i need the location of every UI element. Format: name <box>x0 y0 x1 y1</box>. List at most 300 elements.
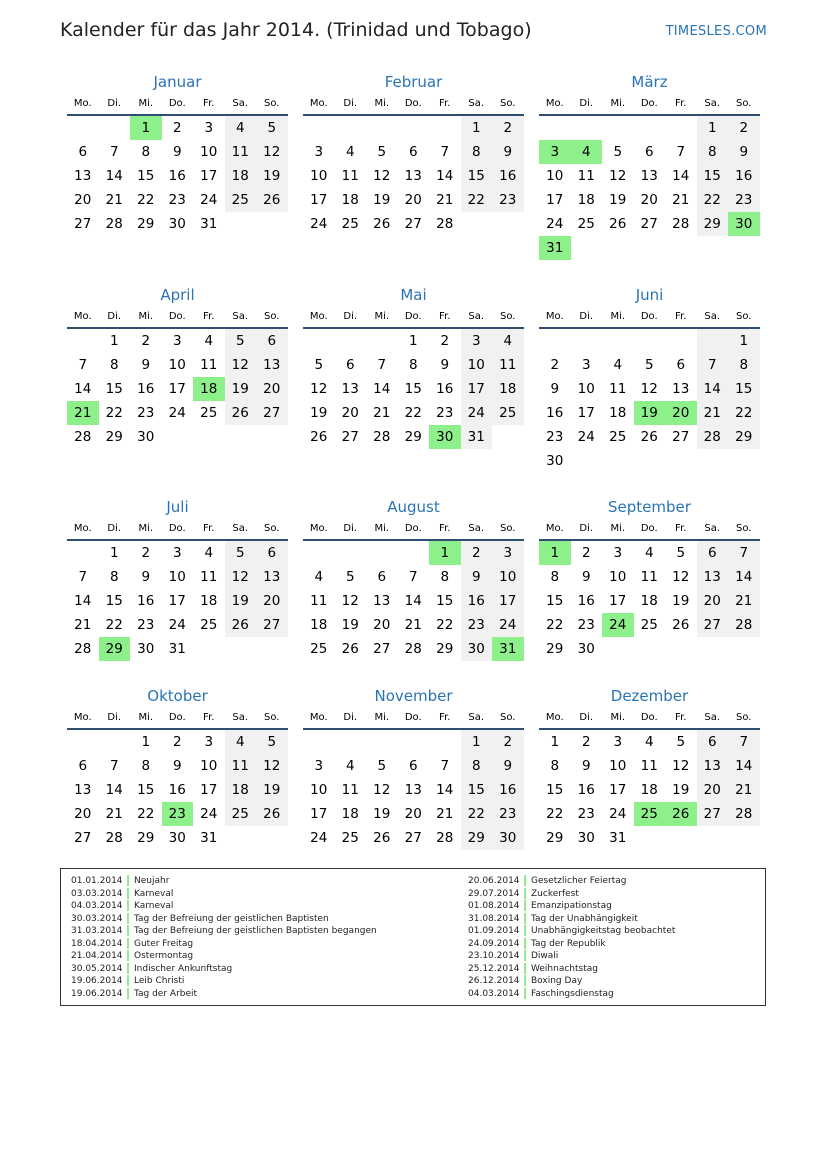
month-name: Februar <box>384 73 443 91</box>
empty-day-cell <box>335 329 367 353</box>
weekday-label: Fr. <box>203 311 215 322</box>
weekday-label: Mi. <box>610 523 626 534</box>
day-cell: 22 <box>105 405 123 421</box>
day-cell: 7 <box>377 357 387 373</box>
day-cell: 3 <box>204 120 214 136</box>
empty-day-cell <box>99 730 131 754</box>
day-cell: 20 <box>74 192 92 208</box>
day-cell: 25 <box>310 641 328 657</box>
day-cell: 12 <box>256 754 288 778</box>
day-cell: 13 <box>640 168 658 184</box>
legend-row <box>71 963 377 976</box>
day-grid <box>303 541 524 661</box>
day-cell: 31 <box>461 425 493 449</box>
weekday-label: Do. <box>168 311 186 322</box>
day-cell: 7 <box>728 541 760 565</box>
day-cell: 5 <box>613 144 623 160</box>
weekday-label: Mo. <box>73 712 92 723</box>
day-cell: 22 <box>697 188 729 212</box>
weekday-label: Fr. <box>675 98 687 109</box>
day-cell: 16 <box>728 164 760 188</box>
day-cell: 22 <box>461 802 493 826</box>
day-cell: 20 <box>404 806 422 822</box>
legend-marker <box>127 963 129 974</box>
day-cell: 24 <box>609 806 627 822</box>
day-cell: 3 <box>172 545 182 561</box>
day-cell: 3 <box>172 333 182 349</box>
empty-day-cell <box>602 449 634 473</box>
day-cell: 30 <box>137 429 155 445</box>
day-cell: 17 <box>200 168 218 184</box>
day-cell: 29 <box>436 641 454 657</box>
day-cell: 16 <box>461 589 493 613</box>
weekday-label: Mo. <box>73 311 92 322</box>
day-cell: 26 <box>609 216 627 232</box>
day-cell: 9 <box>492 754 524 778</box>
day-cell: 30 <box>137 641 155 657</box>
legend-date: 25.12.2014 <box>468 963 520 974</box>
weekday-label: Sa. <box>232 712 249 723</box>
weekday-label: Do. <box>168 712 186 723</box>
weekday-label: Mi. <box>610 98 626 109</box>
day-cell: 19 <box>672 593 690 609</box>
day-cell: 15 <box>137 782 155 798</box>
day-cell: 21 <box>373 405 391 421</box>
day-cell: 29 <box>105 429 123 445</box>
day-cell: 22 <box>546 806 564 822</box>
day-cell: 12 <box>373 782 391 798</box>
weekday-label: So. <box>264 712 280 723</box>
empty-day-cell <box>492 425 524 449</box>
holiday-day-cell: 18 <box>193 377 225 401</box>
empty-day-cell <box>539 116 571 140</box>
day-cell: 11 <box>609 381 627 397</box>
day-cell: 15 <box>546 593 564 609</box>
empty-day-cell <box>225 826 257 850</box>
day-cell: 7 <box>408 569 418 585</box>
day-cell: 8 <box>408 357 418 373</box>
legend-date: 01.08.2014 <box>468 901 520 911</box>
day-cell: 17 <box>310 192 328 208</box>
day-cell: 26 <box>256 802 288 826</box>
legend-row <box>71 925 377 938</box>
day-cell: 14 <box>728 565 760 589</box>
day-cell: 20 <box>256 377 288 401</box>
day-cell: 9 <box>461 565 493 589</box>
day-cell: 13 <box>256 565 288 589</box>
day-cell: 27 <box>672 429 690 445</box>
day-cell: 21 <box>74 617 92 633</box>
weekday-label: Do. <box>404 98 422 109</box>
day-cell: 5 <box>345 569 355 585</box>
month-name: Dezember <box>610 687 689 705</box>
empty-day-cell <box>366 116 398 140</box>
month-6 <box>539 283 760 473</box>
day-cell: 28 <box>373 429 391 445</box>
weekday-label: Do. <box>640 311 658 322</box>
day-cell: 8 <box>141 758 151 774</box>
day-cell: 8 <box>550 758 560 774</box>
day-cell: 10 <box>168 357 186 373</box>
weekday-label: Do. <box>640 712 658 723</box>
legend-date: 30.05.2014 <box>71 963 123 974</box>
empty-day-cell <box>256 826 288 850</box>
day-cell: 18 <box>492 377 524 401</box>
day-cell: 1 <box>408 333 418 349</box>
day-cell: 5 <box>225 329 257 353</box>
day-cell: 2 <box>461 541 493 565</box>
day-cell: 22 <box>728 401 760 425</box>
day-cell: 31 <box>168 641 186 657</box>
empty-day-cell <box>665 329 697 353</box>
day-cell: 14 <box>74 593 92 609</box>
day-cell: 6 <box>697 541 729 565</box>
legend-marker <box>524 913 526 924</box>
weekday-label: So. <box>264 98 280 109</box>
weekday-label: Di. <box>579 523 594 534</box>
legend-marker <box>127 950 129 961</box>
day-cell: 21 <box>672 192 690 208</box>
day-cell: 8 <box>109 357 119 373</box>
day-cell: 30 <box>577 830 595 846</box>
weekday-label: Mo. <box>545 98 564 109</box>
legend-row <box>468 888 675 901</box>
day-cell: 25 <box>609 429 627 445</box>
day-grid <box>67 541 288 661</box>
day-cell: 21 <box>697 401 729 425</box>
day-cell: 24 <box>310 830 328 846</box>
empty-day-cell <box>571 329 603 353</box>
day-cell: 2 <box>581 734 591 750</box>
month-12 <box>539 684 760 850</box>
day-cell: 8 <box>461 754 493 778</box>
day-cell: 22 <box>137 806 155 822</box>
day-cell: 31 <box>200 830 218 846</box>
day-cell: 19 <box>672 782 690 798</box>
weekday-label: So. <box>736 712 752 723</box>
weekday-label: Mi. <box>138 98 154 109</box>
brand-link[interactable]: TIMESLES.COM <box>665 24 767 39</box>
day-cell: 18 <box>341 806 359 822</box>
day-cell: 15 <box>137 168 155 184</box>
day-cell: 16 <box>436 381 454 397</box>
day-cell: 9 <box>728 140 760 164</box>
day-cell: 2 <box>440 333 450 349</box>
weekday-label: So. <box>500 712 516 723</box>
day-cell: 13 <box>256 353 288 377</box>
day-cell: 12 <box>341 593 359 609</box>
empty-day-cell <box>398 730 430 754</box>
day-cell: 10 <box>461 353 493 377</box>
holiday-day-cell: 4 <box>571 140 603 164</box>
weekday-label: Do. <box>640 98 658 109</box>
legend-date: 20.06.2014 <box>468 876 520 886</box>
day-cell: 12 <box>256 140 288 164</box>
weekday-header <box>67 307 288 329</box>
empty-day-cell <box>571 116 603 140</box>
weekday-label: Mo. <box>545 523 564 534</box>
holiday-day-cell: 25 <box>634 802 666 826</box>
day-cell: 12 <box>640 381 658 397</box>
day-cell: 7 <box>440 144 450 160</box>
day-cell: 8 <box>440 569 450 585</box>
empty-day-cell <box>728 449 760 473</box>
empty-day-cell <box>429 116 461 140</box>
day-cell: 1 <box>550 734 560 750</box>
day-cell: 6 <box>676 357 686 373</box>
day-cell: 28 <box>436 216 454 232</box>
weekday-label: Di. <box>343 98 358 109</box>
day-cell: 24 <box>461 401 493 425</box>
empty-day-cell <box>634 826 666 850</box>
legend-date: 01.09.2014 <box>468 926 520 936</box>
day-cell: 20 <box>404 192 422 208</box>
weekday-label: Mi. <box>374 98 390 109</box>
legend-row <box>468 975 675 988</box>
day-cell: 8 <box>697 140 729 164</box>
empty-day-cell <box>335 730 367 754</box>
legend-holiday-name: Ostermontag <box>134 951 194 961</box>
month-11 <box>303 684 524 850</box>
day-cell: 12 <box>672 758 690 774</box>
day-cell: 14 <box>672 168 690 184</box>
day-cell: 15 <box>728 377 760 401</box>
day-cell: 5 <box>644 357 654 373</box>
day-cell: 29 <box>404 429 422 445</box>
day-cell: 23 <box>436 405 454 421</box>
day-cell: 10 <box>310 168 328 184</box>
day-cell: 27 <box>404 216 422 232</box>
day-cell: 19 <box>225 377 257 401</box>
day-cell: 22 <box>461 188 493 212</box>
holiday-day-cell: 1 <box>130 116 162 140</box>
empty-day-cell <box>634 637 666 661</box>
empty-day-cell <box>225 425 257 449</box>
day-cell: 21 <box>728 778 760 802</box>
legend-row <box>71 950 377 963</box>
month-name: August <box>387 498 440 516</box>
day-cell: 8 <box>550 569 560 585</box>
legend-holiday-name: Leib Christi <box>134 976 185 986</box>
day-cell: 16 <box>577 593 595 609</box>
day-grid <box>539 329 760 473</box>
legend-row <box>468 950 675 963</box>
legend-row <box>71 913 377 926</box>
holiday-legend <box>60 868 766 1006</box>
day-cell: 5 <box>676 734 686 750</box>
legend-row <box>71 975 377 988</box>
month-2 <box>303 70 524 236</box>
day-cell: 13 <box>697 565 729 589</box>
day-cell: 9 <box>550 381 560 397</box>
empty-day-cell <box>303 541 335 565</box>
weekday-label: Fr. <box>439 311 451 322</box>
day-cell: 4 <box>613 357 623 373</box>
day-cell: 14 <box>436 168 454 184</box>
weekday-label: So. <box>736 98 752 109</box>
day-cell: 4 <box>644 545 654 561</box>
legend-holiday-name: Neujahr <box>134 876 170 886</box>
legend-date: 03.03.2014 <box>71 888 123 899</box>
empty-day-cell <box>67 329 99 353</box>
empty-day-cell <box>697 637 729 661</box>
empty-day-cell <box>256 212 288 236</box>
day-cell: 17 <box>168 381 186 397</box>
day-cell: 19 <box>256 778 288 802</box>
legend-holiday-name: Indischer Ankunftstag <box>134 963 233 974</box>
day-cell: 9 <box>581 758 591 774</box>
day-grid <box>303 116 524 236</box>
empty-day-cell <box>225 637 257 661</box>
month-name: September <box>608 498 691 516</box>
day-cell: 2 <box>141 333 151 349</box>
day-cell: 16 <box>168 168 186 184</box>
holiday-day-cell: 3 <box>539 140 571 164</box>
day-cell: 25 <box>492 401 524 425</box>
day-cell: 4 <box>225 116 257 140</box>
weekday-label: Mi. <box>374 712 390 723</box>
day-cell: 7 <box>676 144 686 160</box>
day-cell: 19 <box>373 806 391 822</box>
day-cell: 2 <box>141 545 151 561</box>
weekday-label: Do. <box>404 311 422 322</box>
legend-marker <box>127 888 129 899</box>
legend-date: 18.04.2014 <box>71 938 123 949</box>
weekday-label: Sa. <box>232 98 249 109</box>
day-cell: 29 <box>697 212 729 236</box>
legend-row <box>71 888 377 901</box>
day-cell: 28 <box>436 830 454 846</box>
day-cell: 23 <box>577 806 595 822</box>
month-9 <box>539 495 760 661</box>
day-cell: 20 <box>640 192 658 208</box>
weekday-label: Di. <box>107 712 122 723</box>
day-cell: 28 <box>728 613 760 637</box>
legend-row <box>71 875 377 888</box>
day-cell: 12 <box>609 168 627 184</box>
legend-row <box>468 875 675 888</box>
day-cell: 10 <box>577 381 595 397</box>
holiday-day-cell: 30 <box>429 425 461 449</box>
weekday-label: Do. <box>404 712 422 723</box>
day-cell: 30 <box>168 216 186 232</box>
legend-date: 19.06.2014 <box>71 988 123 999</box>
empty-day-cell <box>366 329 398 353</box>
weekday-label: Sa. <box>704 311 721 322</box>
empty-day-cell <box>697 236 729 260</box>
day-cell: 13 <box>404 782 422 798</box>
day-cell: 25 <box>640 617 658 633</box>
month-8 <box>303 495 524 661</box>
legend-date: 01.01.2014 <box>71 876 123 886</box>
day-cell: 9 <box>172 758 182 774</box>
empty-day-cell <box>539 329 571 353</box>
day-cell: 12 <box>310 381 328 397</box>
legend-column-left <box>71 875 377 1000</box>
weekday-label: Mi. <box>374 523 390 534</box>
legend-row <box>468 938 675 951</box>
legend-row <box>468 988 675 1001</box>
day-cell: 19 <box>341 617 359 633</box>
day-cell: 6 <box>408 758 418 774</box>
month-7 <box>67 495 288 661</box>
month-name: April <box>160 286 195 304</box>
weekday-label: So. <box>500 311 516 322</box>
day-cell: 6 <box>377 569 387 585</box>
legend-marker <box>524 950 526 961</box>
legend-date: 19.06.2014 <box>71 976 123 986</box>
empty-day-cell <box>303 116 335 140</box>
legend-holiday-name: Emanzipationstag <box>531 901 612 911</box>
day-cell: 1 <box>461 730 493 754</box>
day-cell: 17 <box>492 589 524 613</box>
day-cell: 23 <box>137 405 155 421</box>
day-cell: 16 <box>168 782 186 798</box>
day-cell: 24 <box>577 429 595 445</box>
empty-day-cell <box>571 236 603 260</box>
holiday-day-cell: 30 <box>728 212 760 236</box>
legend-marker <box>127 925 129 936</box>
weekday-label: Mi. <box>374 311 390 322</box>
day-cell: 11 <box>200 569 218 585</box>
day-cell: 19 <box>609 192 627 208</box>
weekday-label: Mo. <box>309 311 328 322</box>
holiday-day-cell: 1 <box>539 541 571 565</box>
day-cell: 26 <box>373 216 391 232</box>
weekday-label: So. <box>500 523 516 534</box>
day-cell: 28 <box>74 641 92 657</box>
day-cell: 2 <box>550 357 560 373</box>
day-cell: 13 <box>74 168 92 184</box>
day-cell: 8 <box>728 353 760 377</box>
day-grid <box>303 730 524 850</box>
weekday-label: Do. <box>404 523 422 534</box>
day-cell: 4 <box>492 329 524 353</box>
day-cell: 11 <box>577 168 595 184</box>
empty-day-cell <box>256 425 288 449</box>
day-cell: 29 <box>728 425 760 449</box>
empty-day-cell <box>429 730 461 754</box>
day-cell: 28 <box>105 216 123 232</box>
day-cell: 16 <box>492 778 524 802</box>
day-cell: 24 <box>310 216 328 232</box>
day-cell: 12 <box>672 569 690 585</box>
day-cell: 5 <box>377 758 387 774</box>
day-cell: 5 <box>314 357 324 373</box>
legend-holiday-name: Gesetzlicher Feiertag <box>531 876 627 886</box>
weekday-label: Mo. <box>309 523 328 534</box>
weekday-label: Di. <box>343 523 358 534</box>
day-grid <box>539 116 760 260</box>
empty-day-cell <box>665 826 697 850</box>
holiday-day-cell: 24 <box>602 613 634 637</box>
empty-day-cell <box>225 212 257 236</box>
day-cell: 14 <box>436 782 454 798</box>
weekday-label: Sa. <box>468 712 485 723</box>
legend-marker <box>127 875 129 886</box>
day-cell: 13 <box>341 381 359 397</box>
day-cell: 28 <box>404 641 422 657</box>
weekday-header <box>67 94 288 116</box>
weekday-label: Mi. <box>138 523 154 534</box>
weekday-label: Fr. <box>675 311 687 322</box>
day-cell: 22 <box>436 617 454 633</box>
empty-day-cell <box>162 425 194 449</box>
day-cell: 14 <box>74 381 92 397</box>
day-cell: 23 <box>461 613 493 637</box>
empty-day-cell <box>634 116 666 140</box>
day-cell: 25 <box>225 802 257 826</box>
